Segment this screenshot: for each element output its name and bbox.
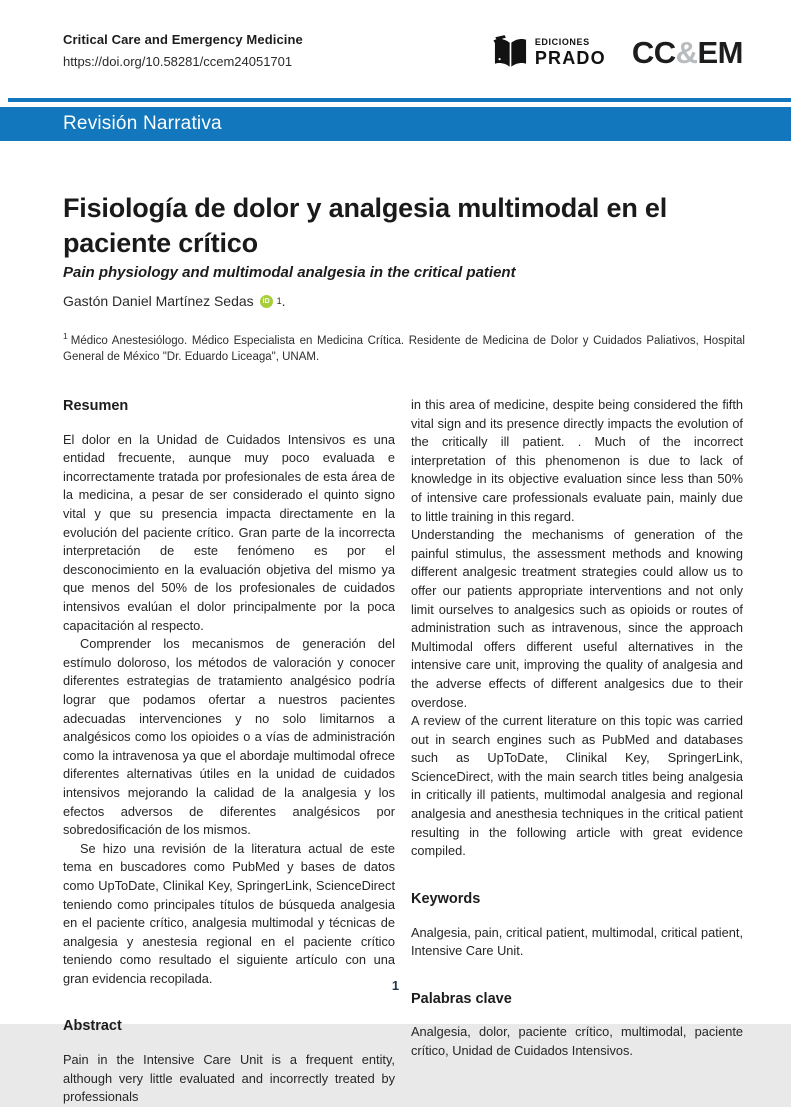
left-column (63, 396, 395, 1107)
ccem-part1: CC (631, 34, 676, 70)
author-line (63, 293, 286, 309)
article-type-banner (0, 107, 791, 141)
body-paragraph: Analgesia, dolor, paciente crítico, multimodal, paciente crítico, Unidad de Cuidados Intensivos. (411, 1024, 743, 1058)
ccem-wordmark (631, 34, 743, 70)
ediciones-prado-logo (492, 35, 606, 69)
orcid-icon[interactable]: iD (260, 295, 273, 308)
page-number: 1 (391, 978, 400, 993)
body-paragraph: Pain in the Intensive Care Unit is a frequent entity, although very little evaluated and incorrectly treated by professionals (63, 1052, 395, 1105)
prado-imprint (535, 38, 606, 67)
body-paragraph: El dolor en la Unidad de Cuidados Intensivos es una entidad frecuente, aunque muy poco evaluada e incorrectamente tratada por profesionales de esta área de la medicina, a pesar de ser considerado el quinto signo vital y que su presencia impacta directamente en la evolución del paciente crítico. Gran parte de la incorrecta interpretación de este fenómeno es por el desconocimiento en la evaluación objetiva del mismo ya que menos del 50% de los profesionales de cuidados intensivos evalúan el dolor principalmente por la poca capacitación al respecto. (63, 431, 395, 633)
doi-link[interactable]: https://doi.org/10.58281/ccem24051701 (63, 54, 293, 69)
affiliation-footnote (63, 328, 745, 365)
journal-meta (63, 33, 303, 68)
body-paragraph: Analgesia, pain, critical patient, multimodal, critical patient, Intensive Care Unit. (411, 924, 743, 959)
imprint-top-label: EDICIONES (534, 36, 590, 47)
body-paragraph: Se hizo una revisión de la literatura actual de este tema en buscadores como PubMed y bases de datos como UpToDate, Clinikal Key, SpringerLink, ScienceDirect teniendo como principales títulos de búsqueda analgesia en el paciente crítico, analgesia multimodal y técnicas de analgesia y anestesia regional en el paciente crítico teniendo como resultado el siguiente artículo con una gran evidencia recopilada. (63, 840, 395, 986)
body-paragraph: A review of the current literature on this topic was carried out in search engines such as PubMed and databases such as UpToDate, Clinikal Key, SpringerLink, ScienceDirect, with the main search titles being analgesia in critically ill patients, multimodal analgesia and regional analgesia and anesthesia techniques in the critical patient resulting in the following article with great evidence compiled. (411, 713, 743, 859)
body-paragraph: in this area of medicine, despite being considered the fifth vital sign and its presence directly impacts the evolution of the critically ill patient. . Much of the incorrect interpretation of this phenomenon is due to lack of knowledge in its objective evaluation since less than 50% of intensive care professionals evaluate pain, mainly due to little training in this regard. (411, 397, 743, 524)
section-heading: Keywords (411, 890, 481, 907)
affiliation-text: Médico Anestesiólogo. Médico Especialista en Medicina Crítica. Residente de Medicina de Dolor y Cuidados Paliativos, Hospital General de México "Dr. Eduardo Liceaga", UNAM. (63, 334, 745, 363)
article-subtitle-en: Pain physiology and multimodal analgesia in the critical patient (63, 264, 516, 282)
section-heading: Abstract (63, 1018, 122, 1035)
article-title: Fisiología de dolor y analgesia multimodal en el paciente crítico (63, 193, 668, 259)
section-heading: Palabras clave (411, 990, 512, 1007)
page-footer (0, 977, 791, 995)
author-name: Gastón Daniel Martínez Sedas (63, 293, 254, 309)
publisher-brand (492, 35, 743, 69)
banner-top-rule (8, 98, 791, 102)
article-type-label: Revisión Narrativa (63, 113, 222, 134)
book-icon (492, 35, 529, 69)
page-header (63, 33, 743, 69)
imprint-bottom-label: PRADO (534, 47, 606, 68)
section-heading: Resumen (63, 398, 129, 414)
body-paragraph: Understanding the mechanisms of generation of the painful stimulus, the assessment methods and knowing different analgesic treatment strategies could allow us to offer our patients appropriate interventions and not only limit ourselves to analgesics such as opioids or routes of administration such as intravenous, since the approach Multimodal offers different useful alternatives in the intensive care unit, improving the quality of analgesia and the adverse effects of different analgesics due to their overdose. (411, 527, 743, 710)
journal-name: Critical Care and Emergency Medicine (63, 32, 303, 47)
body-paragraph: Comprender los mecanismos de generación del estímulo doloroso, los métodos de valoración y conocer diferentes estrategias de tratamiento analgésico podría lograr que podamos ofertar a nuestros pacientes adecuadas intervenciones y no solo limitarnos a analgésicos como los opioides o a vías de administración como la intravenosa ya que el abordaje multimodal ofrece diferentes alternativas útiles en la unidad de cuidados intensivos mejorando la calidad de la analgesia y los efectos adversos de diferentes analgésicos por sobredosificación de los mismos. (63, 636, 395, 838)
author-line-period: . (281, 293, 286, 309)
affiliation-marker: 1 (63, 331, 68, 341)
abstract-section (63, 396, 743, 1107)
ccem-part2: EM (697, 34, 743, 70)
author-affiliation-superscript: 1 (276, 296, 282, 306)
ccem-ampersand: & (675, 34, 698, 70)
right-column (411, 396, 743, 1107)
